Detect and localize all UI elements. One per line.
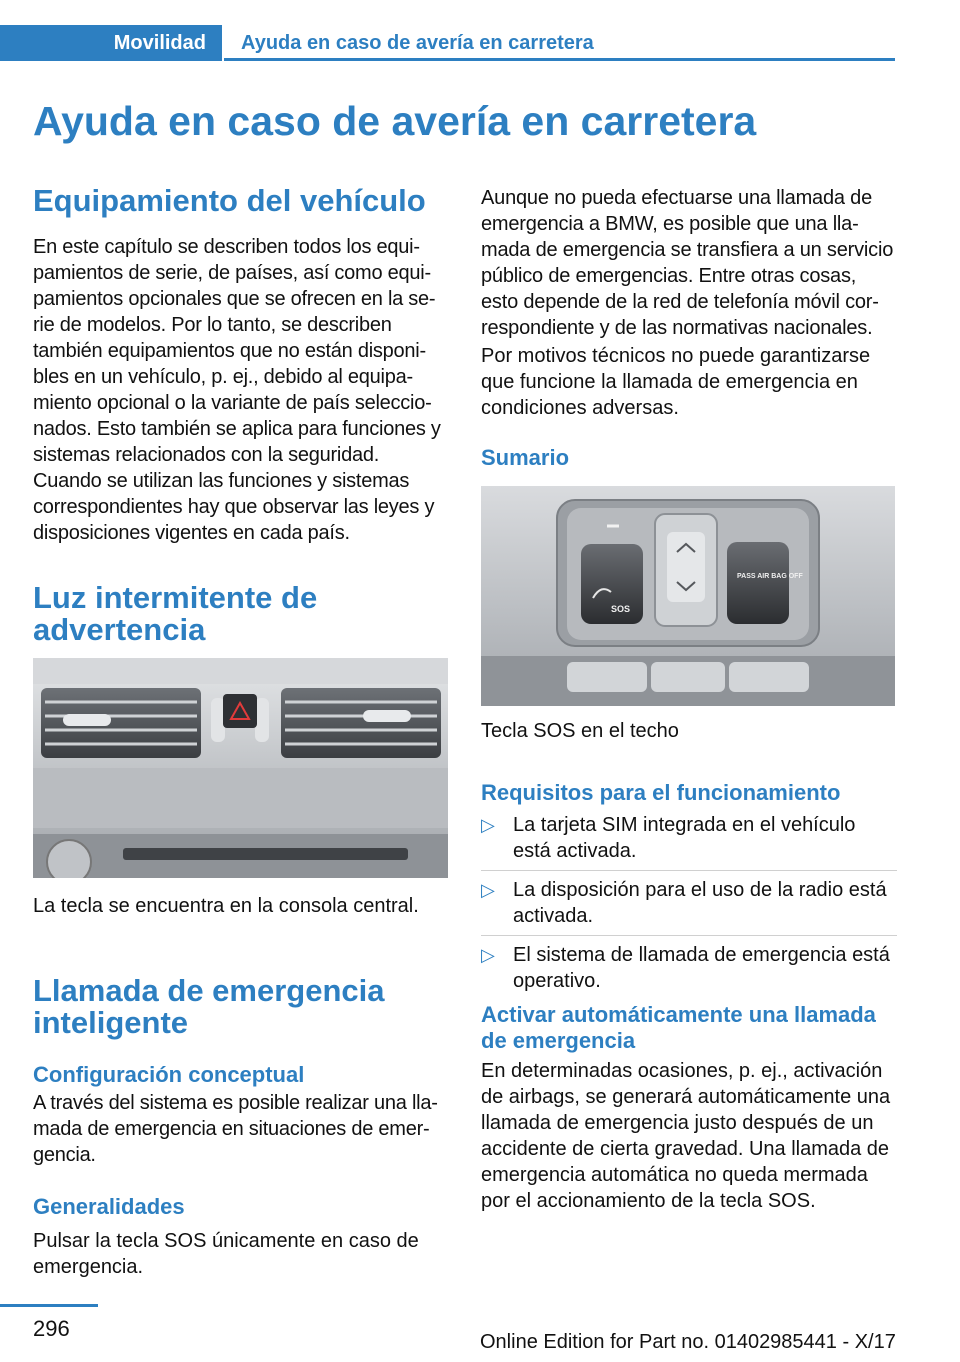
sos-button-figure [481,486,895,706]
paragraph-configuracion: A través del sistema es posible realizar una lla-mada de emergencia en situaciones de emer-gencia. [33,1092,438,1166]
section-tab [0,25,222,61]
running-header [0,25,895,61]
footer-rule [0,1304,98,1307]
triangle-bullet-icon: ▷ [481,815,495,835]
list-item: ▷ El sistema de llamada de emergencia está operativo. [481,944,890,992]
paragraph-aunque: Aunque no pueda efectuarse una llamada de emergencia a BMW, es posible que una lla-mada de emergencia se transfiera a un servicio público de emergencias. Entre otras cosas, esto depende de la red de telefonía móvil cor-respondiente y de las normativas nacionales. [481,187,894,339]
list-item: ▷ La disposición para el uso de la radio está activada. [481,877,897,936]
caption-luz: La tecla se encuentra en la consola central. [33,895,419,917]
caption-sos: Tecla SOS en el techo [481,720,679,742]
list-item: ▷ La tarjeta SIM integrada en el vehículo está activada. [481,812,897,871]
airbag-key-label: PASS AIR BAG OFF [737,573,803,580]
sos-key-label: SOS [611,604,631,614]
heading-configuracion: Configuración conceptual [33,1062,305,1087]
triangle-bullet-icon: ▷ [481,880,495,900]
heading-generalidades: Generalidades [33,1194,185,1219]
paragraph-equipamiento: En este capítulo se describen todos los equi-pamientos de serie, de países, así como equi-pamientos opcionales que se ofrecen en la se-rie de modelos. Por lo tanto, se describen también equipamientos que no están disponi-bles en un vehículo, p. ej., debido al equipa-miento opcional o la variante de país seleccio-nados. Esto también se aplica para funciones y sistemas relacionados con la seguridad. Cuando se utilizan las funciones y sistemas correspondientes hay que observar las leyes y disposiciones vigentes en cada país. [33,236,441,544]
paragraph-motivos: Por motivos técnicos no puede garantizarse que funcione la llamada de emergencia en condiciones adversas. [481,345,871,419]
chapter-tab [224,25,895,61]
sos-button-image [481,486,895,706]
heading-activar: Activar automáticamente una llamada de emergencia [481,1002,876,1053]
paragraph-generalidades: Pulsar la tecla SOS únicamente en caso de emergencia. [33,1230,419,1278]
hazard-console-figure [33,658,448,878]
triangle-bullet-icon: ▷ [481,945,495,965]
heading-llamada-emergencia: Llamada de emergencia inteligente [33,973,385,1040]
paragraph-activar: En determinadas ocasiones, p. ej., activación de airbags, se generará automáticamente una llamada de emergencia justo después de un accidente de cierta gravedad. Una llamada de emergencia automática no queda mermada por el accionamiento de la tecla SOS. [481,1060,891,1212]
heading-equipamiento: Equipamiento del vehículo [33,183,426,218]
section-label: Movilidad [113,32,206,54]
page-title: Ayuda en caso de avería en carretera [33,98,757,144]
hazard-console-image [33,658,448,878]
heading-sumario: Sumario [481,445,570,470]
heading-luz-intermitente: Luz intermitente de advertencia [33,580,318,647]
requisitos-list [481,812,897,1006]
heading-requisitos: Requisitos para el funcionamiento [481,780,841,805]
page-number: 296 [33,1316,70,1341]
edition-note: Online Edition for Part no. 01402985441 - X/17 [480,1331,896,1353]
chapter-label: Ayuda en caso de avería en carretera [241,32,594,54]
